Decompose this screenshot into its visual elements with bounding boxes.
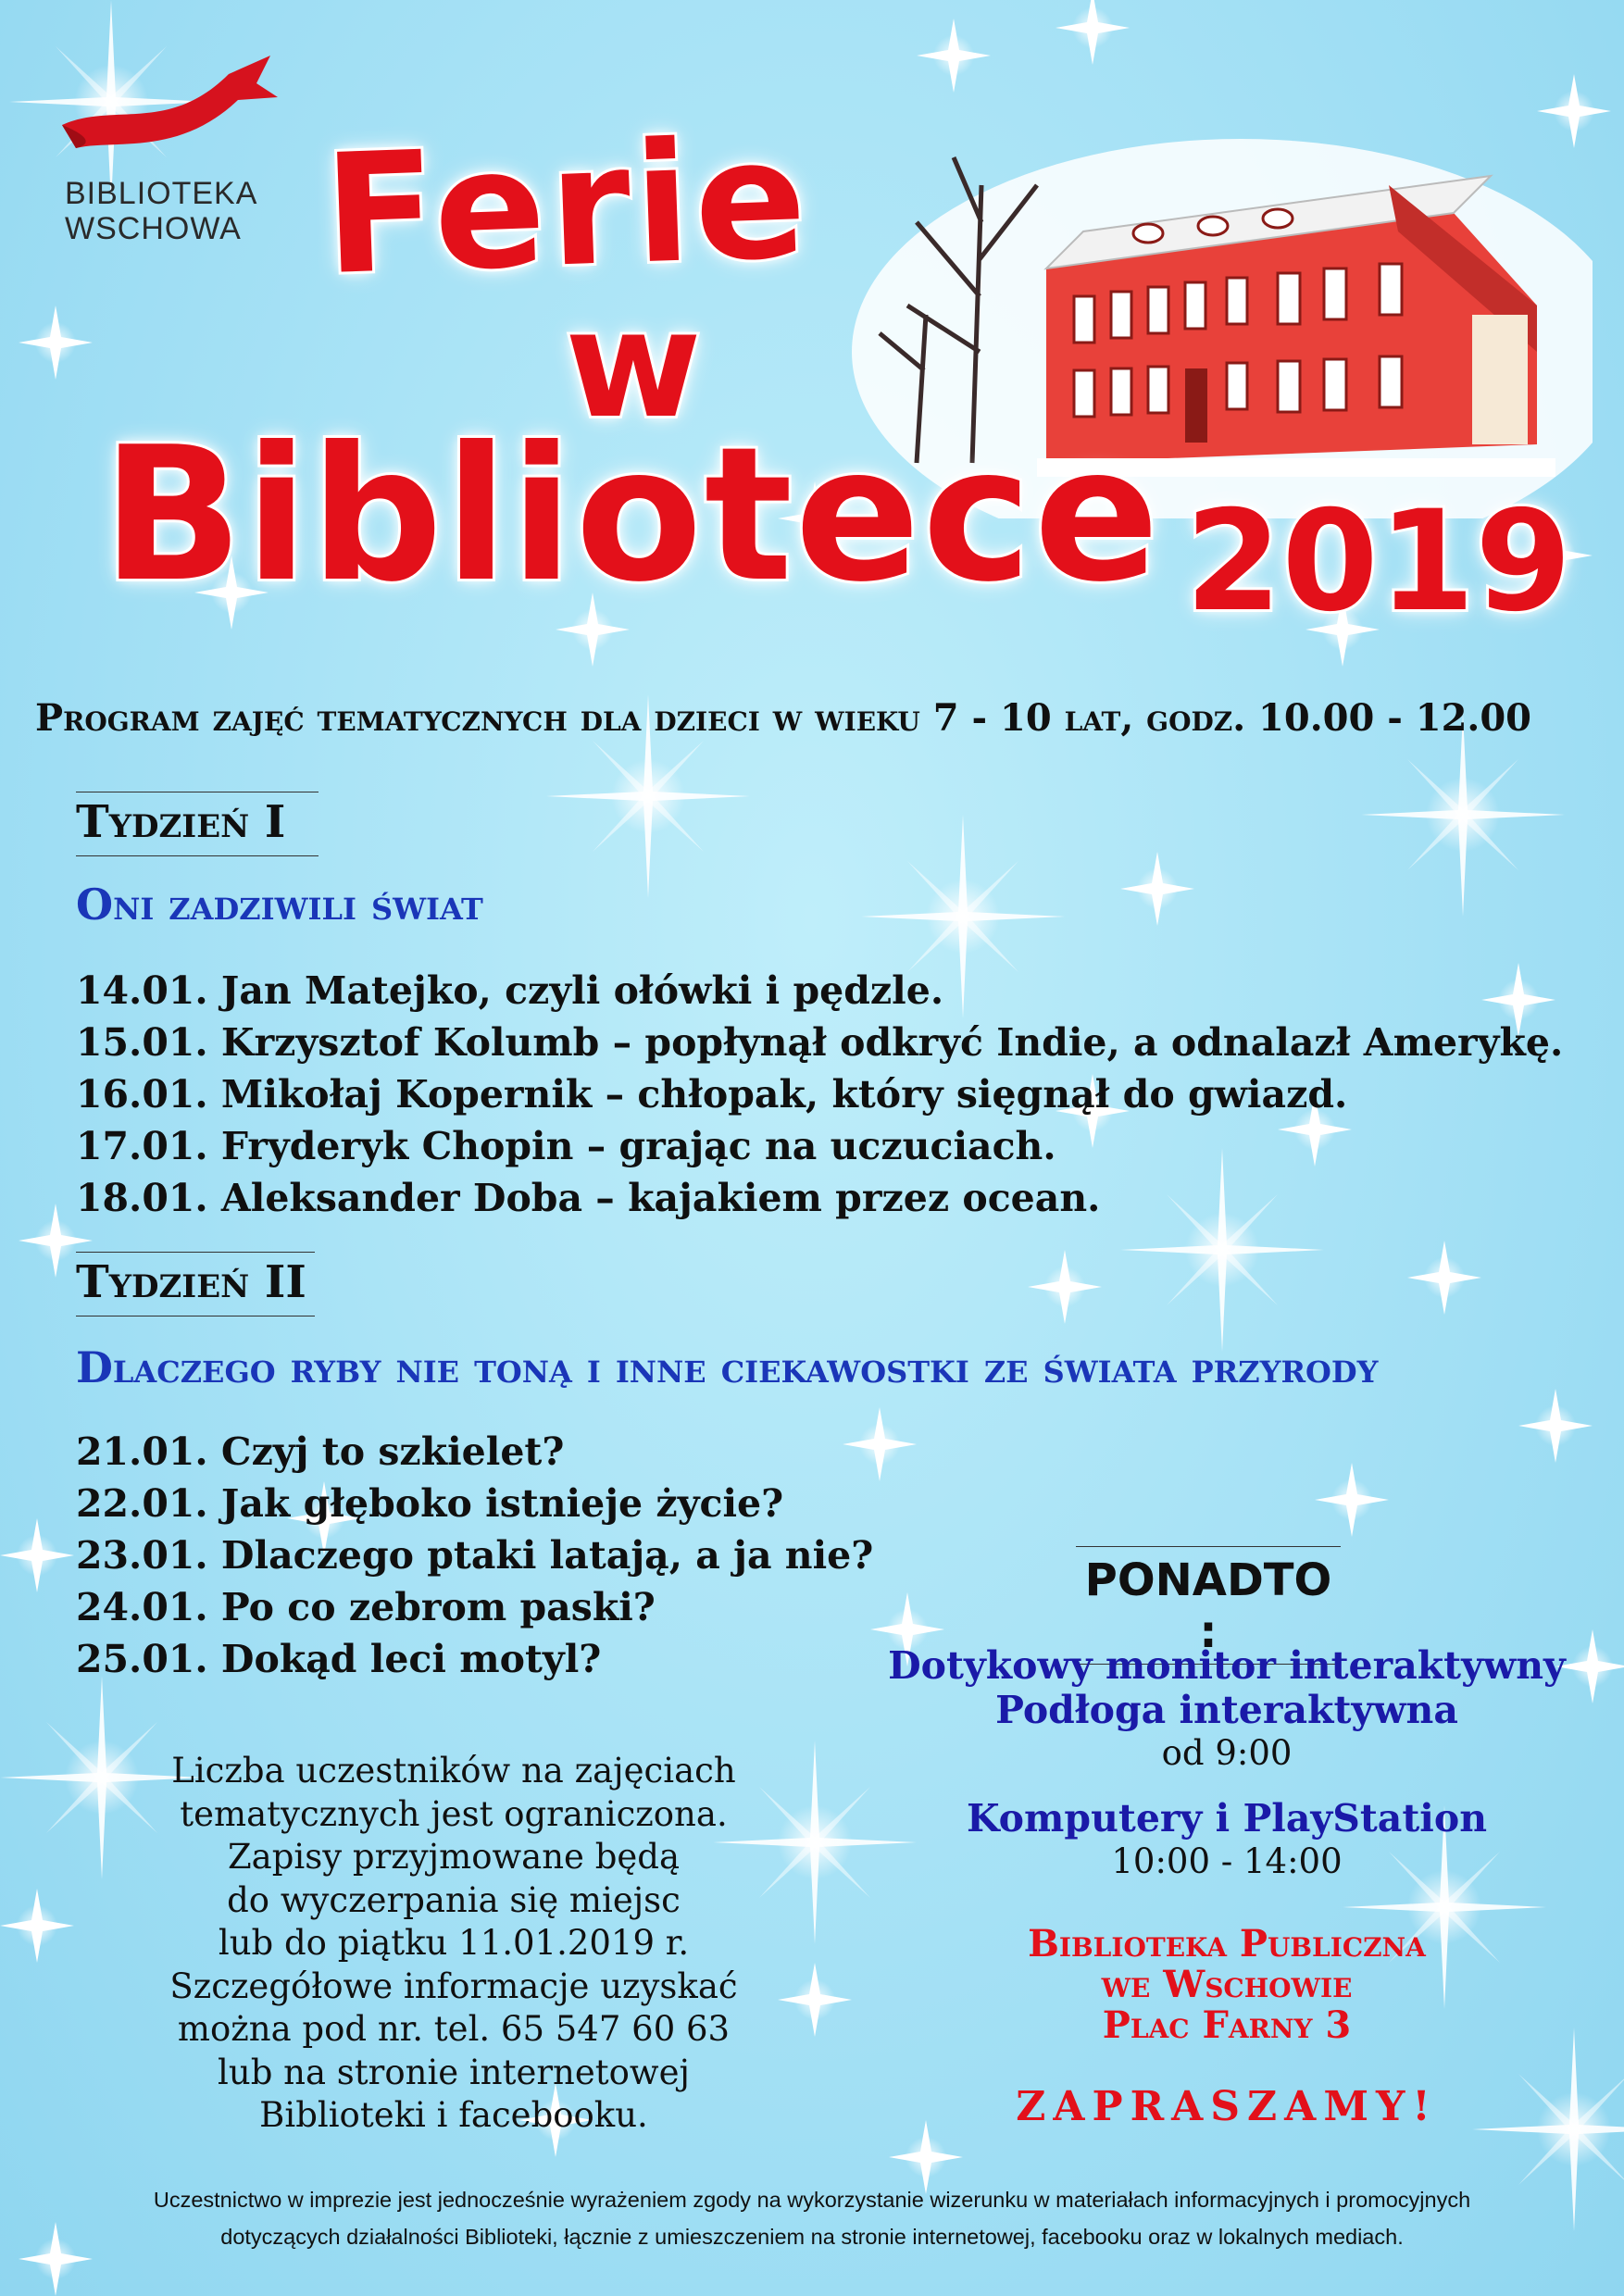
week-1-theme: Oni zadziwili świat — [76, 880, 483, 930]
list-item: 16.01. Mikołaj Kopernik – chłopak, który sięgnął do gwiazd. — [76, 1072, 1348, 1117]
registration-info — [148, 1750, 759, 2138]
info-line: lub na stronie internetowej — [218, 2052, 690, 2092]
library-logo — [57, 46, 298, 250]
extra-time-2: 10:00 - 14:00 — [1111, 1841, 1343, 1881]
list-item: 24.01. Po co zebrom paski? — [76, 1585, 656, 1629]
info-line: Szczegółowe informacje uzyskać — [169, 1965, 738, 2006]
logo-line-1: BIBLIOTEKA — [65, 176, 258, 211]
list-item: 22.01. Jak głęboko istnieje życie? — [76, 1481, 784, 1526]
consent-footer — [28, 2181, 1596, 2255]
logo-line-2: WSCHOWA — [65, 211, 242, 246]
info-line: tematycznych jest ograniczona. — [180, 1793, 728, 1834]
footer-line-2: dotyczących działalności Biblioteki, łącznie z umieszczeniem na stronie internetowej, facebooku oraz w lokalnych mediach. — [220, 2225, 1404, 2249]
address-line-2: we Wschowie — [1101, 1963, 1353, 2006]
extra-item-monitor: Dotykowy monitor interaktywny — [888, 1643, 1566, 1688]
info-line: lub do piątku 11.01.2019 r. — [218, 1923, 690, 1963]
list-item: 17.01. Fryderyk Chopin – grając na uczuciach. — [76, 1124, 1056, 1168]
extra-heading: PONADTO : — [1076, 1546, 1341, 1665]
list-item: 15.01. Krzysztof Kolumb – popłynął odkryć Indie, a odnalazł Amerykę. — [76, 1020, 1564, 1065]
week-2-theme: Dlaczego ryby nie toną i inne ciekawostki ze świata przyrody — [76, 1342, 1379, 1392]
title-bibliotece: Bibliotece — [102, 407, 1162, 623]
list-item: 21.01. Czyj to szkielet? — [76, 1429, 565, 1474]
info-line: można pod nr. tel. 65 547 60 63 — [177, 2009, 731, 2049]
title-w: w — [565, 278, 702, 451]
invitation: ZAPRASZAMY! — [1016, 2083, 1438, 2130]
list-item: 25.01. Dokąd leci motyl? — [76, 1637, 602, 1681]
info-line: Liczba uczestników na zajęciach — [171, 1751, 736, 1791]
title-year: 2019 — [1185, 481, 1572, 643]
extra-item-floor: Podłoga interaktywna — [995, 1688, 1458, 1732]
info-line: Zapisy przyjmowane będą — [227, 1837, 681, 1877]
week-2-schedule — [76, 1426, 873, 1685]
program-subtitle: Program zajęć tematycznych dla dzieci w wieku 7 - 10 lat, godz. 10.00 - 12.00 — [35, 696, 1532, 740]
list-item: 14.01. Jan Matejko, czyli ołówki i pędzle. — [76, 968, 944, 1013]
extra-computers-block — [833, 1796, 1620, 1883]
library-address — [926, 1924, 1528, 2046]
extra-interactive-block — [833, 1643, 1620, 1775]
footer-line-1: Uczestnictwo w imprezie jest jednocześnie wyrażeniem zgody na wykorzystanie wizerunku w materiałach informacyjnych i promocyjnych — [153, 2188, 1471, 2212]
extra-item-computers: Komputery i PlayStation — [966, 1796, 1488, 1841]
list-item: 18.01. Aleksander Doba – kajakiem przez ocean. — [76, 1176, 1101, 1220]
list-item: 23.01. Dlaczego ptaki latają, a ja nie? — [76, 1533, 874, 1578]
address-line-3: Plac Farny 3 — [1102, 2003, 1352, 2047]
address-line-1: Biblioteka Publiczna — [1028, 1922, 1426, 1965]
info-line: Biblioteki i facebooku. — [259, 2095, 648, 2135]
week-2-heading: Tydzień II — [76, 1252, 315, 1316]
logo-text — [65, 176, 257, 246]
title-ferie: Ferie — [320, 102, 814, 312]
week-1-heading: Tydzień I — [76, 792, 319, 856]
week-1-schedule — [76, 965, 1563, 1224]
info-line: do wyczerpania się miejsc — [227, 1879, 681, 1920]
ribbon-icon — [57, 46, 280, 167]
extra-time-1: od 9:00 — [1161, 1733, 1293, 1773]
